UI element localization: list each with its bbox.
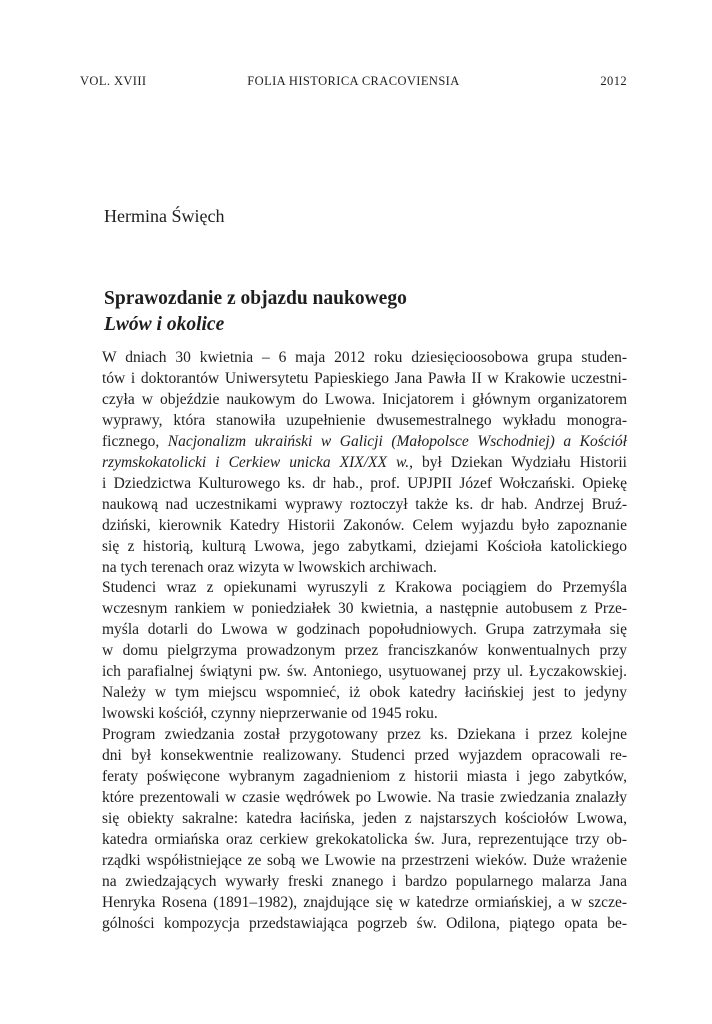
text-line: dni był konsekwentnie realizowany. Studenci przed wyjazdem opracowali re- <box>102 747 627 765</box>
title-line-main: Sprawozdanie z objazdu naukowego <box>104 288 407 309</box>
text-line: w domu pielgrzyma prowadzonym przez franciszkanów konwentualnych przy <box>102 642 627 660</box>
text-line: i Dziedzictwa Kulturowego ks. dr hab., prof. UPJPII Józef Wołczański. Opiekę <box>102 474 627 492</box>
text-line: myśla dotarli do Lwowa w godzinach popołudniowych. Grupa zatrzymała się <box>102 621 627 639</box>
text-line: na zwiedzających wywarły freski znanego i bardzo popularnego malarza Jana <box>102 872 627 890</box>
text-line: wczesnym rankiem w poniedziałek 30 kwietnia, a następnie autobusem z Prze- <box>102 600 627 618</box>
volume-label: VOL. XVIII <box>80 74 147 88</box>
text-line: Studenci wraz z opiekunami wyruszyli z Krakowa pociągiem do Przemyśla <box>102 579 627 597</box>
text-line: dziński, kierownik Katedry Historii Zakonów. Celem wyjazdu było zapoznanie <box>102 516 627 534</box>
text-line <box>80 453 627 474</box>
article-title <box>104 286 407 338</box>
text-line: które prezentowali w czasie wędrówek po Lwowie. Na trasie zwiedzania znalazły <box>102 789 627 807</box>
text-segment: ficznego, <box>102 432 168 450</box>
book-title-italic: rzymskokatolicki i Cerkiew unicka XIX/XX w. <box>102 453 410 471</box>
text-line: Należy w tym miejscu wspomnieć, iż obok katedry łacińskiej jest to jedyny <box>102 684 627 702</box>
text-line: się obiekty sakralne: katedra łacińska, jeden z najstarszych kościołów Lwowa, <box>102 809 627 827</box>
text-line: czyła w objeździe naukowym do Lwowa. Inicjatorem i głównym organizatorem <box>102 390 627 408</box>
title-line-subtitle: Lwów i okolice <box>104 314 225 335</box>
text-line: W dniach 30 kwietnia – 6 maja 2012 roku dziesięcioosobowa grupa studen- <box>102 349 627 366</box>
text-line: Henryka Rosena (1891–1982), znajdujące się w katedrze ormiańskiej, a w szcze- <box>102 893 627 911</box>
text-line: się z historią, kulturą Lwowa, jego zabytkami, dziejami Kościoła katolickiego <box>102 537 627 555</box>
text-line: rządki współistniejące ze sobą we Lwowie na przestrzeni wieków. Duże wrażenie <box>102 851 627 869</box>
year-label: 2012 <box>600 74 627 88</box>
text-line: lwowski kościół, czynny nieprzerwanie od 1945 roku. <box>102 705 438 723</box>
paragraph-3 <box>80 725 627 935</box>
paragraph-2 <box>80 578 627 725</box>
journal-title: FOLIA HISTORICA CRACOVIENSIA <box>247 74 460 88</box>
book-title-italic: Nacjonalizm ukraiński w Galicji (Małopolsce Wschodniej) a Kościół <box>167 432 627 450</box>
text-line: naukową nad uczestnikami wyprawy roztoczył także ks. dr hab. Andrzej Bruź- <box>102 495 627 513</box>
text-segment: , był Dziekan Wydziału Historii <box>409 453 627 471</box>
text-line: katedra ormiańska oraz cerkiew grekokatolicka św. Jura, reprezentujące trzy ob- <box>102 830 627 848</box>
text-line: wyprawy, która stanowiła uzupełnienie dwusemestralnego wykładu monogra- <box>102 411 627 429</box>
article-body <box>80 348 627 935</box>
text-line: ich parafialnej świątyni pw. św. Antoniego, usytuowanej przy ul. Łyczakowskiej. <box>102 663 627 681</box>
text-line: na tych terenach oraz wizyta w lwowskich archiwach. <box>102 558 437 576</box>
text-line: feraty poświęcone wybranym zagadnieniom z historii miasta i jego zabytków, <box>102 768 627 786</box>
text-line: tów i doktorantów Uniwersytetu Papieskiego Jana Pawła II w Krakowie uczestni- <box>102 369 627 387</box>
article-author: Hermina Święch <box>104 206 225 226</box>
text-line <box>80 432 627 453</box>
text-line: gólności kompozycja przedstawiająca pogrzeb św. Odilona, piątego opata be- <box>102 914 627 932</box>
text-line: Program zwiedzania został przygotowany przez ks. Dziekana i przez kolejne <box>102 726 627 744</box>
paragraph-1 <box>80 348 627 578</box>
